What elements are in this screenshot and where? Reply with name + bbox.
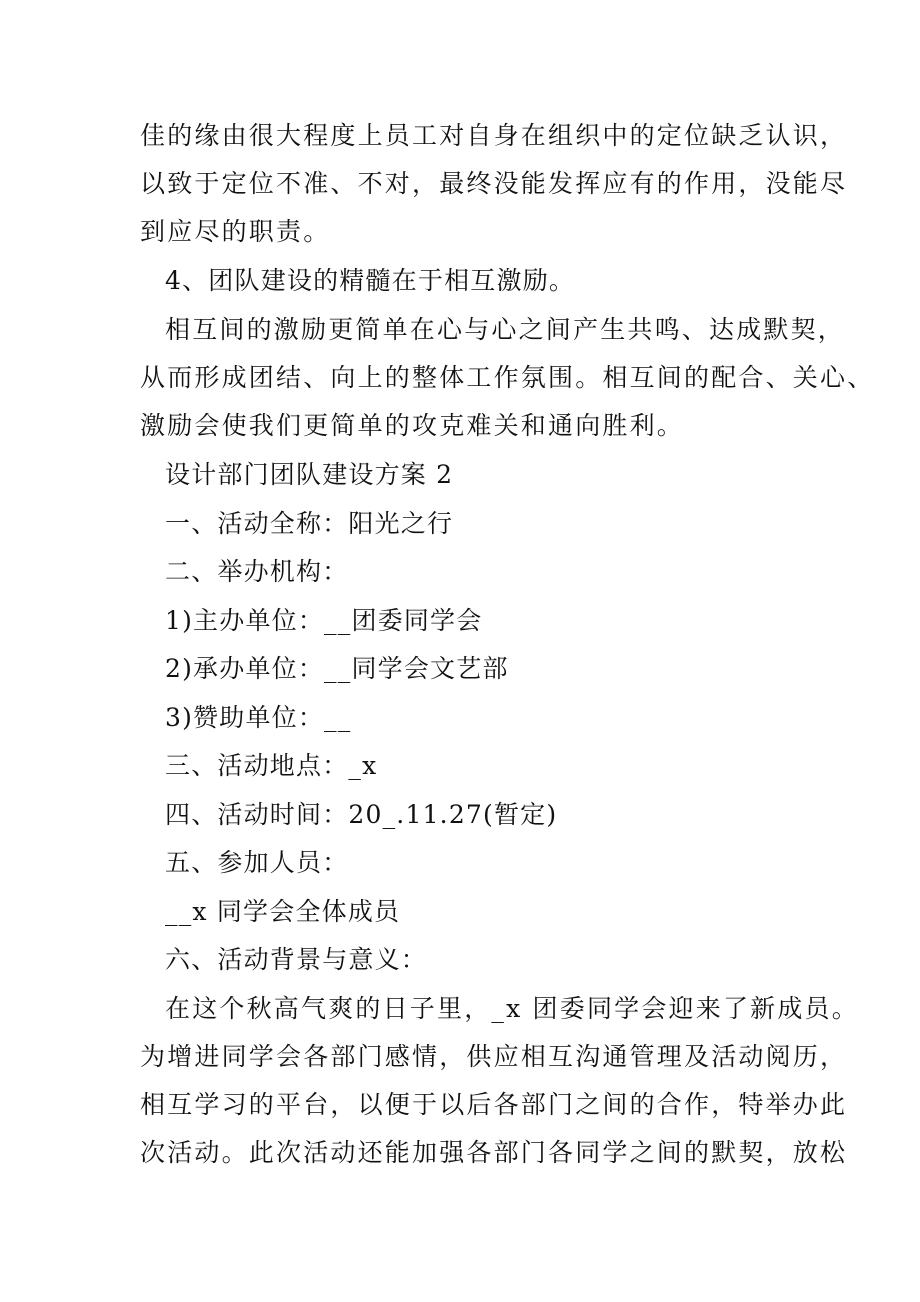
section-item: 2)承办单位：__同学会文艺部 <box>165 654 509 683</box>
section-item: 1)主办单位：__团委同学会 <box>165 606 483 635</box>
section-item: 三、活动地点：_x <box>165 751 378 780</box>
body-text-line: 到应尽的职责。 <box>140 217 331 246</box>
body-text-line: 从而形成团结、向上的整体工作氛围。相互间的配合、关心、 <box>140 363 875 392</box>
section-item: 四、活动时间：20_.11.27(暂定) <box>165 800 558 829</box>
section-item: 一、活动全称：阳光之行 <box>165 509 454 538</box>
body-text-line: 相互学习的平台，以便于以后各部门之间的合作，特举办此 <box>140 1090 848 1119</box>
body-text-line: 次活动。此次活动还能加强各部门各同学之间的默契，放松 <box>140 1138 848 1167</box>
body-text-line: 佳的缘由很大程度上员工对自身在组织中的定位缺乏认识， <box>140 121 848 150</box>
body-text-line: 在这个秋高气爽的日子里，_x 团委同学会迎来了新成员。 <box>165 994 859 1023</box>
section-item: 六、活动背景与意义： <box>165 945 428 974</box>
body-text-line: 相互间的激励更简单在心与心之间产生共鸣、达成默契， <box>165 315 846 344</box>
section-heading: 设计部门团队建设方案 2 <box>165 460 454 489</box>
section-item: 五、参加人员： <box>165 848 349 877</box>
section-item: 3)赞助单位：__ <box>165 703 352 732</box>
section-item: 二、举办机构： <box>165 557 349 586</box>
section-item: __x 同学会全体成员 <box>165 897 401 926</box>
section-item: 4、团队建设的精髓在于相互激励。 <box>165 266 576 295</box>
body-text-line: 为增进同学会各部门感情，供应相互沟通管理及活动阅历， <box>140 1042 848 1071</box>
body-text-line: 以致于定位不准、不对，最终没能发挥应有的作用，没能尽 <box>140 169 848 198</box>
body-text-line: 激励会使我们更简单的攻克难关和通向胜利。 <box>140 411 685 440</box>
